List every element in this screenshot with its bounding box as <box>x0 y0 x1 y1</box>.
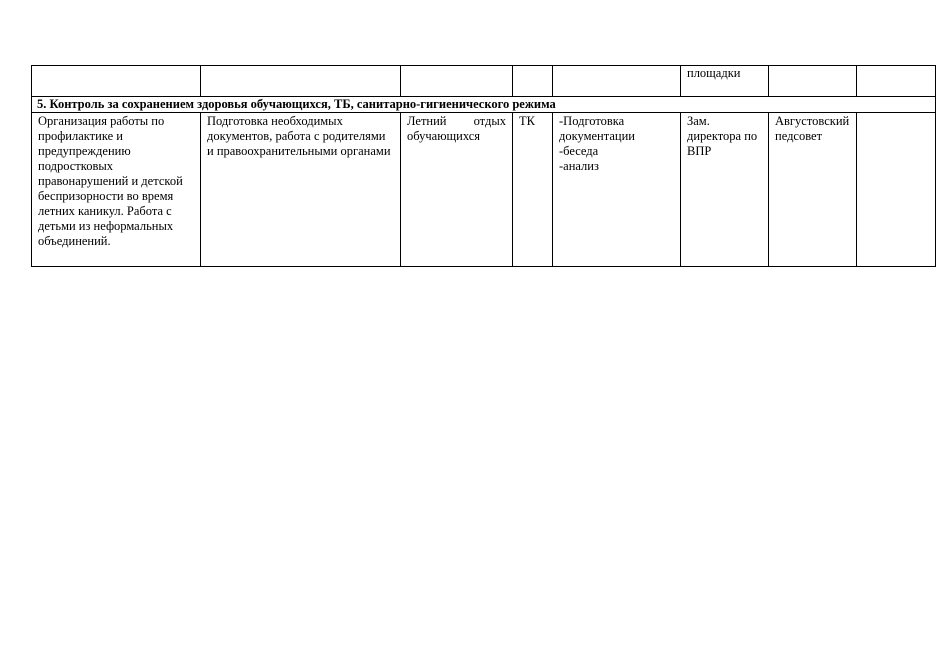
note-cell <box>857 113 936 267</box>
plan-table <box>31 65 936 267</box>
control-type-cell: ТК <box>513 113 553 267</box>
table-cell <box>32 66 201 97</box>
content-cell: Подготовка необходимых документов, работа с родителями и правоохранительными органами <box>201 113 401 267</box>
table-row <box>32 66 936 97</box>
section-header-row <box>32 97 936 113</box>
object-line: обучающихся <box>407 129 481 143</box>
method-item: -беседа <box>559 144 599 158</box>
section-header: 5. Контроль за сохранением здоровья обучающихся, ТБ, санитарно-гигиенического режима <box>32 97 936 113</box>
result-cell: Августовский педсовет <box>769 113 857 267</box>
method-item: -Подготовка документации <box>559 114 635 143</box>
method-item: -анализ <box>559 159 599 173</box>
responsible-cell: Зам. директора по ВПР <box>681 113 769 267</box>
table-cell <box>201 66 401 97</box>
table-row <box>32 113 936 267</box>
table-cell <box>553 66 681 97</box>
table-cell <box>401 66 513 97</box>
object-cell <box>401 113 513 267</box>
table-cell <box>513 66 553 97</box>
activity-cell: Организация работы по профилактике и предупреждению подростковых правонарушений и детской беспризорности во время летних каникул. Работа с детьми из неформальных объединений. <box>32 113 201 267</box>
table-cell <box>769 66 857 97</box>
object-line: Летний отдых <box>407 114 506 128</box>
methods-cell <box>553 113 681 267</box>
table-cell: площадки <box>681 66 769 97</box>
table-cell <box>857 66 936 97</box>
